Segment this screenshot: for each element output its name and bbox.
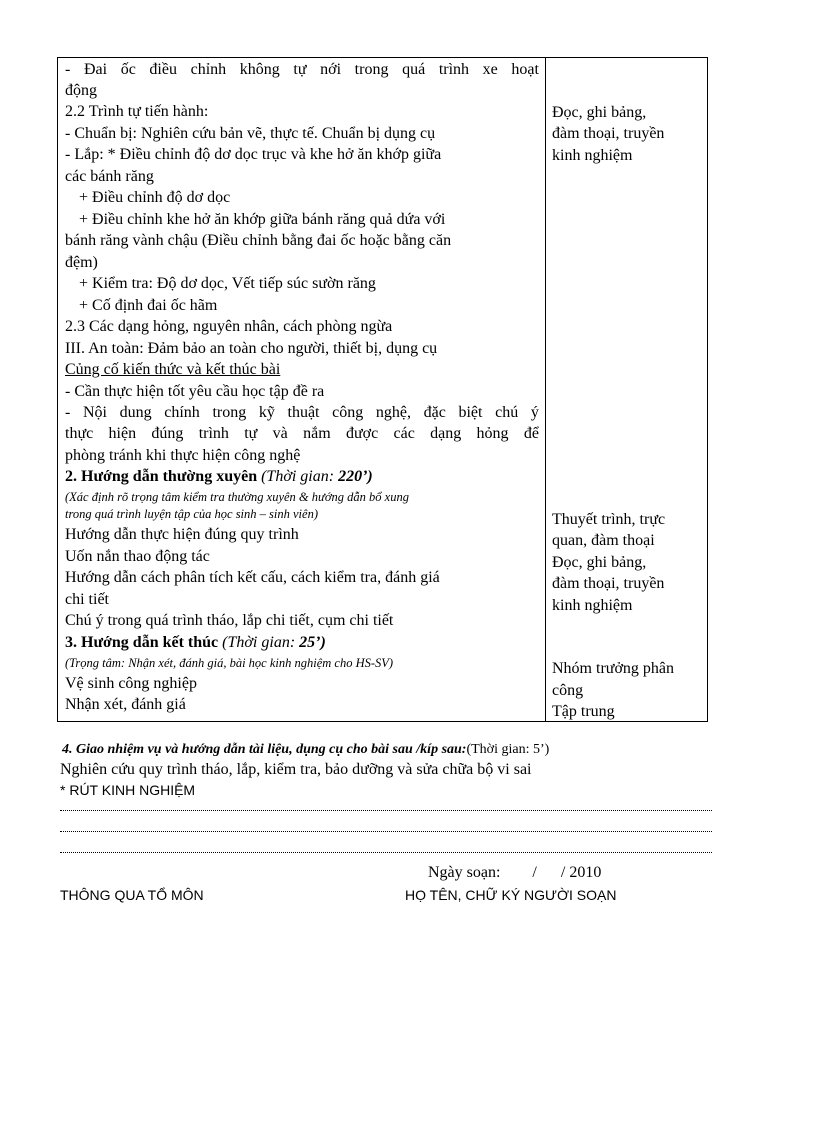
content-line: Chú ý trong quá trình tháo, lắp chi tiết, cụm chi tiết [65, 612, 394, 629]
content-line: 2.3 Các dạng hỏng, nguyên nhân, cách phòng ngừa [65, 318, 393, 335]
content-line: + Cố định đai ốc hãm [79, 297, 218, 314]
section-2-note: (Xác định rõ trọng tâm kiểm tra thường xuyên & hướng dẫn bổ xung [65, 490, 409, 504]
section-4-heading [62, 740, 549, 759]
section-3-note: (Trọng tâm: Nhận xét, đánh giá, bài học kinh nghiệm cho HS-SV) [65, 656, 394, 670]
content-line: - Chuẩn bị: Nghiên cứu bản vẽ, thực tế. Chuẩn bị dụng cụ [65, 125, 436, 142]
section-3-time-label: (Thời gian: [222, 634, 300, 651]
content-line: động [65, 82, 97, 99]
section-2-time-label: (Thời gian: [261, 468, 339, 485]
content-line: - Cần thực hiện tốt yêu cầu học tập đề ra [65, 383, 325, 400]
content-line: Nhận xét, đánh giá [65, 696, 186, 713]
section-2-note: trong quá trình luyện tập của học sinh – sinh viên) [65, 507, 318, 521]
method-line: đàm thoại, truyền [552, 575, 665, 592]
method-line: công [552, 682, 584, 699]
method-line: Tập trung [552, 703, 615, 720]
section-4-task: Nghiên cứu quy trình tháo, lắp, kiểm tra, bảo dưỡng và sửa chữa bộ vi sai [60, 761, 532, 778]
method-line: quan, đàm thoại [552, 532, 655, 549]
dotted-line [60, 810, 712, 811]
method-line: Thuyết trình, trực [552, 511, 666, 528]
department-approval-label: THÔNG QUA TỔ MÔN [60, 887, 204, 903]
lesson-table [57, 57, 708, 722]
section-3-heading [65, 634, 326, 652]
content-line: chi tiết [65, 591, 109, 608]
dotted-line [60, 852, 712, 853]
section-2-title: 2. Hướng dẫn thường xuyên [65, 468, 258, 485]
section-3-time-value: 25’) [299, 634, 326, 651]
method-line: kinh nghiệm [552, 597, 633, 614]
content-line: - Nội dung chính trong kỹ thuật công nghệ, đặc biệt chú ý [65, 404, 539, 421]
content-line: 2.2 Trình tự tiến hành: [65, 103, 209, 120]
content-line: + Kiểm tra: Độ dơ dọc, Vết tiếp súc sườn răng [79, 275, 376, 292]
method-line: Đọc, ghi bảng, [552, 104, 647, 121]
section-4-time: (Thời gian: 5’) [466, 742, 550, 757]
prepared-date: Ngày soạn: / / 2010 [428, 864, 602, 881]
content-line: các bánh răng [65, 168, 154, 185]
section-3-title: 3. Hướng dẫn kết thúc [65, 634, 219, 651]
section-2-time-value: 220’) [338, 468, 373, 485]
content-line: Hướng dẫn cách phân tích kết cấu, cách kiểm tra, đánh giá [65, 569, 440, 586]
content-line: thực hiện đúng trình tự và nắm được các dạng hỏng để [65, 425, 539, 442]
content-line: Vệ sinh công nghiệp [65, 675, 197, 692]
method-line: Nhóm trưởng phân [552, 660, 675, 677]
author-signature-label: HỌ TÊN, CHỮ KÝ NGƯỜI SOẠN [405, 887, 617, 903]
content-line: bánh răng vành chậu (Điều chỉnh bằng đai ốc hoặc bằng căn [65, 232, 452, 249]
section-4-title: 4. Giao nhiệm vụ và hướng dẫn tài liệu, dụng cụ cho bài sau /kíp sau: [62, 742, 467, 757]
content-line: - Lắp: * Điều chỉnh độ dơ dọc trục và khe hở ăn khớp giữa [65, 146, 442, 163]
content-line: + Điều chỉnh khe hở ăn khớp giữa bánh răng quả dứa với [79, 211, 446, 228]
content-line: Uốn nắn thao động tác [65, 548, 210, 565]
dotted-line [60, 831, 712, 832]
lessons-learned-label: * RÚT KINH NGHIỆM [60, 782, 196, 798]
content-line: - Đai ốc điều chỉnh không tự nới trong quá trình xe hoạt [65, 61, 539, 78]
method-line: kinh nghiệm [552, 147, 633, 164]
method-line: Đọc, ghi bảng, [552, 554, 647, 571]
content-line: phòng tránh khi thực hiện công nghệ [65, 447, 301, 464]
content-line: đệm) [65, 254, 98, 271]
method-line: đàm thoại, truyền [552, 125, 665, 142]
section-2-heading [65, 468, 373, 486]
content-line: + Điều chỉnh độ dơ dọc [79, 189, 231, 206]
content-line: III. An toàn: Đảm bảo an toàn cho người, thiết bị, dụng cụ [65, 340, 438, 357]
column-divider [545, 58, 546, 721]
content-line: Hướng dẫn thực hiện đúng quy trình [65, 526, 299, 543]
section-heading: Củng cố kiến thức và kết thúc bài [65, 361, 281, 378]
